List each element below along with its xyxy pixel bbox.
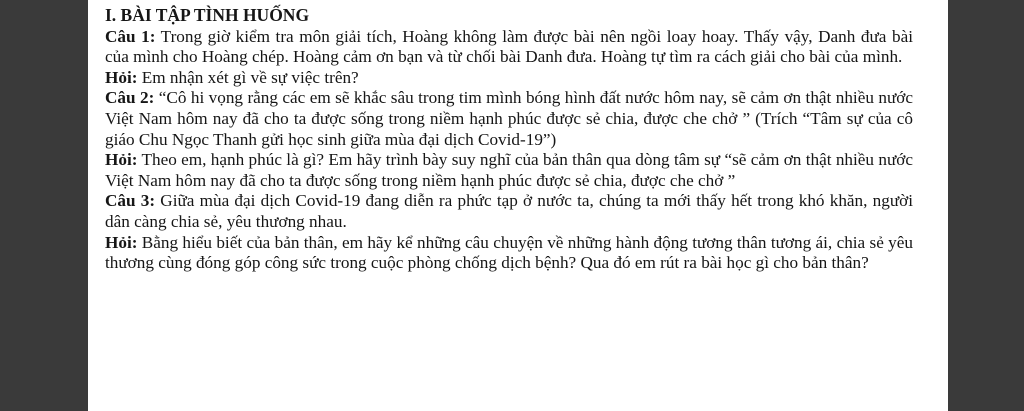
ask-3	[105, 233, 913, 274]
question-1-label: Câu 1:	[105, 26, 156, 46]
question-1-text: Trong giờ kiểm tra môn giải tích, Hoàng không làm được bài nên ngồi loay hoay. Thấy vậy, Danh đưa bài của mình cho Hoàng chép. Hoàng cảm ơn bạn và từ chối bài Danh đưa. Hoàng tự tìm ra cách giải cho bài của mình.	[105, 26, 913, 67]
question-3-label: Câu 3:	[105, 191, 156, 211]
ask-2-text: Theo em, hạnh phúc là gì? Em hãy trình bày suy nghĩ của bản thân qua dòng tâm sự “sẽ cảm ơn thật nhiều nước Việt Nam hôm nay đã cho ta được sống trong niềm hạnh phúc được sẻ chia, được che chở ”	[105, 150, 913, 190]
question-2-label: Câu 2:	[105, 88, 155, 108]
ask-2-label: Hỏi:	[105, 150, 138, 170]
section-heading: I. BÀI TẬP TÌNH HUỐNG	[105, 5, 310, 25]
question-3	[105, 191, 913, 232]
ask-3-label: Hỏi:	[105, 232, 138, 252]
ask-3-text: Bằng hiểu biết của bản thân, em hãy kể những câu chuyện về những hành động tương thân tương ái, chia sẻ yêu thương cùng đóng góp công sức trong cuộc phòng chống dịch bệnh? Qua đó em rút ra bài học gì cho bản thân?	[105, 232, 913, 273]
document-page	[88, 0, 948, 411]
question-3-text: Giữa mùa đại dịch Covid-19 đang diễn ra phức tạp ở nước ta, chúng ta mới thấy hết trong khó khăn, người dân càng chia sẻ, yêu thương nhau.	[105, 191, 913, 231]
question-2-text: “Cô hi vọng rằng các em sẽ khắc sâu trong tim mình bóng hình đất nước hôm nay, sẽ cảm ơn thật nhiều nước Việt Nam hôm nay đã cho ta được sống trong niềm hạnh phúc được sẻ chia, được che chở ” (Trích “Tâm sự của cô giáo Chu Ngọc Thanh gửi học sinh giữa mùa đại dịch Covid-19”)	[105, 88, 913, 149]
question-1	[105, 27, 913, 68]
ask-1	[105, 68, 913, 89]
ask-1-text: Em nhận xét gì về sự việc trên?	[137, 67, 359, 87]
document-body	[105, 5, 913, 274]
ask-1-label: Hỏi:	[105, 67, 138, 87]
question-2	[105, 88, 913, 150]
ask-2	[105, 150, 913, 191]
